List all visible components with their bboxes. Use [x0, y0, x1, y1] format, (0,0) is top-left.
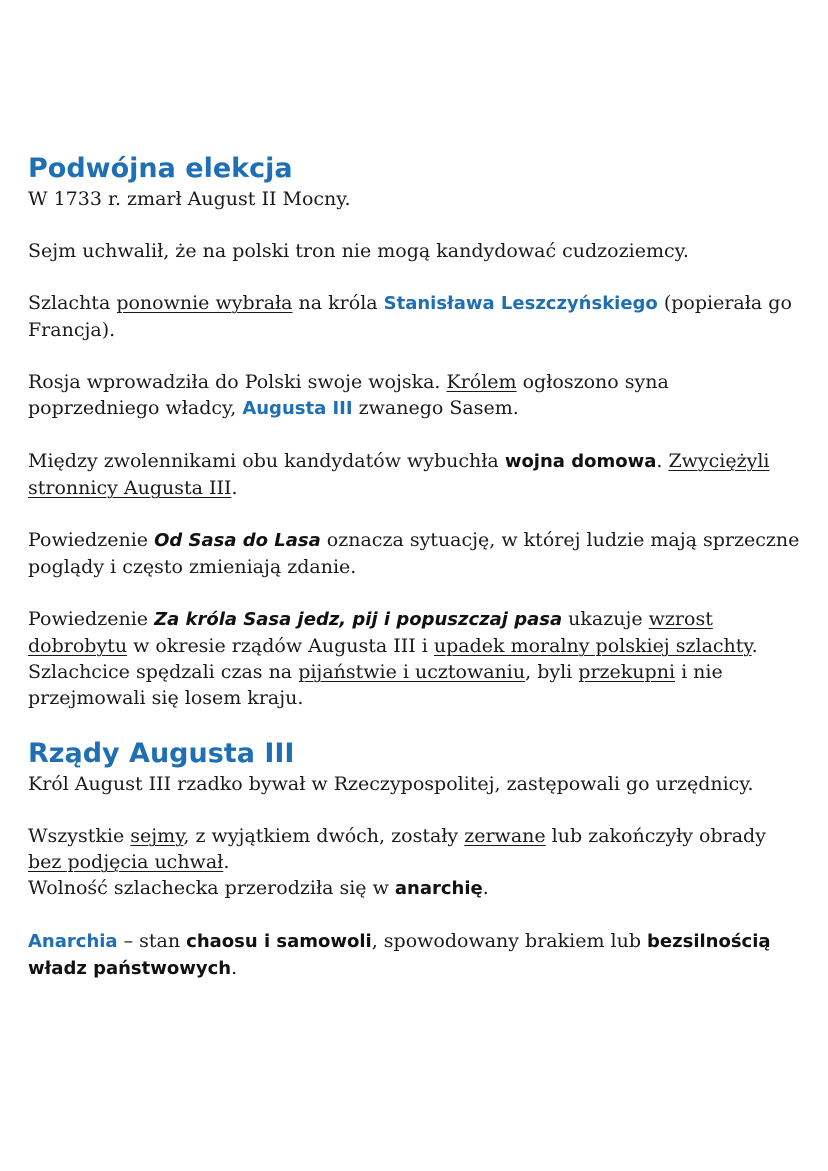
paragraph-saying-za-krola	[28, 606, 800, 711]
underlined-phrase: przekupni	[578, 661, 676, 683]
highlighted-name: Stanisława Leszczyńskiego	[383, 293, 658, 314]
underlined-phrase: wzrost dobrobytu	[28, 608, 713, 657]
highlighted-name: Augusta III	[242, 398, 353, 419]
bold-italic-saying: Za króla Sasa jedz, pij i popuszczaj pasa	[154, 609, 563, 630]
text-segment: – stan	[117, 930, 187, 952]
paragraph-king-absent: Król August III rzadko bywał w Rzeczypospolitej, zastępowali go urzędnicy.	[28, 773, 754, 795]
paragraph-saying-od-sasa	[28, 527, 800, 580]
underlined-phrase: Królem	[446, 371, 517, 393]
bold-term: bezsilnością władz państwowych	[28, 931, 771, 979]
text-segment: ogłoszono syna poprzedniego władcy,	[28, 371, 669, 419]
text-segment: Wolność szlachecka przerodziła się w	[28, 877, 395, 899]
text-segment: Powiedzenie	[28, 608, 155, 630]
bold-term: wojna domowa	[504, 451, 657, 472]
paragraph-russia-intervention	[28, 369, 800, 422]
text-segment: , spowodowany brakiem lub	[371, 930, 648, 952]
paragraph-leszczynski-election	[28, 290, 800, 343]
paragraph-death-august-ii: W 1733 r. zmarł August II Mocny.	[28, 188, 351, 210]
text-segment: Wszystkie	[28, 825, 131, 847]
text-segment: Powiedzenie	[28, 529, 155, 551]
underlined-phrase: zerwane	[464, 825, 546, 847]
paragraph-sejm-resolution: Sejm uchwalił, że na polski tron nie mogą kandydować cudzoziemcy.	[28, 240, 689, 262]
underlined-phrase: ponownie wybrała	[116, 292, 293, 314]
text-segment: Szlachta	[28, 292, 117, 314]
paragraph-sejms-broken	[28, 823, 800, 875]
text-segment: . Szlachcice spędzali czas na	[28, 635, 758, 683]
document-page	[28, 152, 800, 1008]
text-segment: Między zwolennikami obu kandydatów wybuchła	[28, 450, 505, 472]
paragraph-civil-war	[28, 448, 800, 501]
text-segment: lub zakończyły obrady	[545, 825, 766, 847]
text-segment: .	[656, 450, 669, 472]
underlined-phrase: sejmy	[130, 825, 184, 847]
text-segment: ukazuje	[562, 608, 649, 630]
section-title-double-election: Podwójna elekcja	[28, 153, 293, 184]
underlined-phrase: upadek moralny polskiej szlachty	[433, 635, 752, 657]
underlined-phrase: pijaństwie i ucztowaniu	[298, 661, 526, 683]
section-title-reign-august-iii: Rządy Augusta III	[28, 738, 295, 769]
text-segment: .	[231, 957, 238, 979]
text-segment: i nie przejmowali się losem kraju.	[28, 661, 723, 709]
bold-italic-saying: Od Sasa do Lasa	[154, 530, 321, 551]
paragraph-anarchy-definition	[28, 928, 800, 982]
text-segment: , z wyjątkiem dwóch, zostały	[183, 825, 465, 847]
underlined-phrase: bez podjęcia uchwał	[28, 851, 224, 873]
highlighted-term: Anarchia	[28, 931, 118, 952]
text-segment: .	[482, 877, 489, 899]
text-segment: Rosja wprowadziła do Polski swoje wojska.	[28, 371, 447, 393]
paragraph-anarchy-transition	[28, 875, 800, 902]
text-segment: , byli	[525, 661, 579, 683]
text-segment: na króla	[292, 292, 384, 314]
text-segment: (popierała go Francja).	[28, 292, 792, 341]
text-segment: .	[231, 477, 238, 499]
bold-term: chaosu i samowoli	[186, 931, 372, 952]
underlined-phrase: Zwyciężyli stronnicy Augusta III	[28, 450, 770, 499]
bold-term: anarchię	[394, 878, 483, 899]
text-segment: w okresie rządów Augusta III i	[127, 635, 434, 657]
text-segment: .	[223, 851, 230, 873]
text-segment: zwanego Sasem.	[352, 397, 519, 419]
text-segment: oznacza sytuację, w której ludzie mają sprzeczne poglądy i często zmieniają zdanie.	[28, 529, 800, 578]
